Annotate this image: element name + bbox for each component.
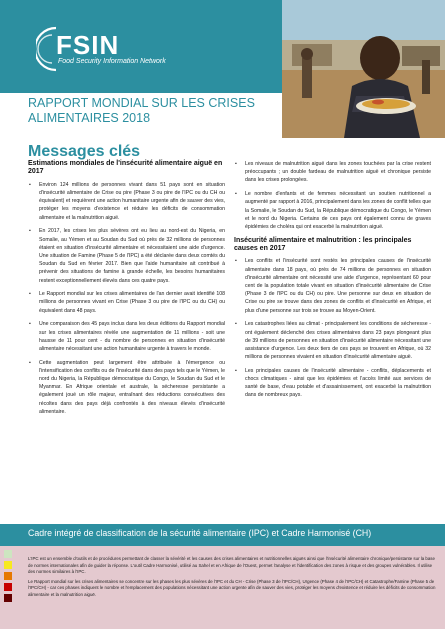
list-item: ▪ Le Rapport mondial sur les crises alimentaires de l'an dernier avait identifié 108 millions de personnes vivant en Crise (Phase 3 ou pire de l'IPC ou du CH) ou équivalent dans 48 pays. [28,290,225,315]
ipc-paragraph: L'IPC est un ensemble d'outils et de procédures permettant de classer la sévérité et les causes des crises alimentaires et nutritionnelles aiguës ainsi que l'insécurité alimentaire chronique/persistante sur la base de normes internationales afin de guider la réponse. L'outil Cadre Harmonisé, utilisé au Sahel et en Afrique de l'Ouest, permet l'analyse et l'identification des zones à risque et des groupes vulnérables. Il utilise des normes similaires à l'IPC. [28,556,435,575]
logo-subtitle: Food Security Information Network [58,58,166,65]
phase-4-swatch [4,583,12,591]
right-bullet-list-top [234,160,431,231]
phase-1-swatch [4,550,12,558]
section-heading: Messages clés [28,143,141,160]
list-item: ▪ Les principales causes de l'insécurité alimentaire - conflits, déplacements et chocs climatiques - ainsi que les épidémies et l'accès limité aux services de santé de base, d'eau potable et d'assainissement, ont exacerbé la malnutrition dans de nombreux pays. [234,367,431,400]
right-bullet-list-bottom [234,257,431,399]
report-title: RAPPORT MONDIAL SUR LES CRISES ALIMENTAIRES 2018 [28,96,255,125]
ipc-paragraph: Le Rapport mondial sur les crises alimentaires se concentre sur les phases les plus sévères de l'IPC et du CH - Crise (Phase 3 de l'IPC/CH), Urgence (Phase 4 de l'IPC/CH) et Catastrophe/Famine (Phase 5 de l'IPC/CH) - car ces phases indiquent le nombre et l'emplacement des populations nécessitant une action urgente afin de sauver des vies, protéger les moyens d'existence et réduire les déficits de consommation alimentaire et la malnutrition aiguë. [28,578,436,597]
phase-2-swatch [4,561,12,569]
fsin-logo [36,26,266,74]
list-item: ▪ Environ 124 millions de personnes vivant dans 51 pays sont en situation d'insécurité alimentaire de Crise ou pire (Phase 3 ou pire de l'IPC ou du CH ou équivalent) et requièrent une action humanitaire urgente afin de sauver des vies, protéger les moyens d'existence et réduire les déficits de consommation alimentaire et la malnutrition aiguë. [28,181,225,222]
logo-text: FSIN [56,30,120,60]
left-column [28,160,225,422]
header [0,0,445,138]
list-item: ▪ Une comparaison des 45 pays inclus dans les deux éditions du Rapport mondial sur les crises alimentaires révèle une augmentation de 11 millions - soit une hausse de 11 pour cent - du nombre de personnes en situation d'insécurité alimentaire nécessitant une action humanitaire urgente à travers le monde. [28,320,225,353]
list-item: ▪ Cette augmentation peut largement être attribuée à l'émergence ou l'intensification des conflits ou de l'insécurité dans des pays tels que le Yémen, le nord du Nigeria, la République démocratique du Congo, le Soudan du Sud et le Myanmar. En Afrique orientale et australe, la sécheresse persistante a également joué un rôle majeur, entraînant des réductions consécutives des récoltes dans des pays déjà confrontés à des niveaux élevés d'insécurité alimentaire. [28,359,225,416]
child-with-food-plate-image [282,0,445,138]
ipc-phase-color-bar [4,550,12,605]
phase-5-swatch [4,594,12,602]
list-item: ▪ En 2017, les crises les plus sévères ont eu lieu au nord-est du Nigeria, en Somalie, au Yémen et au Soudan du Sud où près de 32 millions de personnes étaient en situation d'insécurité alimentaire et nécessitaient une aide d'urgence. Une situation de Famine (Phase 5 de l'IPC) a été déclarée dans deux comtés du Soudan du Sud en février 2017. Bien que l'aide humanitaire ait contribué à prévenir des situations de famine à grande échelle, les besoins humanitaires restent exceptionnellement élevés dans ces quatre pays. [28,227,225,284]
phase-3-swatch [4,572,12,580]
right-column [234,160,431,405]
list-item: ▪ Les catastrophes liées au climat - principalement les conditions de sécheresse - ont également déclenché des crises alimentaires dans 23 pays plongeant plus de 39 millions de personnes en situation d'insécurité alimentaire nécessitant une assistance d'urgence. Les deux tiers de ces pays se trouvent en Afrique, où 32 millions de personnes vivaient en situation d'insécurité alimentaire aiguë. [234,320,431,361]
ipc-box-text [28,556,438,602]
left-subheading: Estimations mondiales de l'insécurité alimentaire aiguë en 2017 [28,160,223,176]
cover-photo [282,0,445,138]
list-item: ▪ Les niveaux de malnutrition aiguë dans les zones touchées par la crise restent préoccupants ; un double fardeau de malnutrition aiguë et chronique persiste dans les crises prolongées. [234,160,431,185]
left-bullet-list [28,181,225,416]
ipc-box-title: Cadre intégré de classification de la sécurité alimentaire (IPC) et Cadre Harmonisé (CH) [28,528,372,538]
list-item: ▪ Les conflits et l'insécurité sont restés les principales causes de l'insécurité alimentaire dans 18 pays, où près de 74 millions de personnes en situation d'insécurité alimentaire ont nécessité une aide d'urgence, représentant 60 pour cent de la population totale vivant en situation d'insécurité alimentaire de Crise (Phase 3 de l'IPC ou du CH) ou pire. Une personne sur deux en situation de Crise ou pire se trouve dans des zones de conflits et d'insécurité en Afrique, et plus d'une personne sur trois se trouve au Moyen-Orient. [234,257,431,314]
logo-arc-icon [36,26,58,72]
right-subheading: Insécurité alimentaire et malnutrition : les principales causes en 2017 [234,236,412,253]
list-item: ▪ Le nombre d'enfants et de femmes nécessitant un soutien nutritionnel a augmenté par rapport à 2016, principalement dans les zones de conflit telles que la Somalie, le Soudan du Sud, la République démocratique du Congo, le Yémen et le nord du Nigeria. Certains de ces pays ont également connu de graves épidémies de choléra qui ont exacerbé la malnutrition aiguë. [234,190,431,231]
